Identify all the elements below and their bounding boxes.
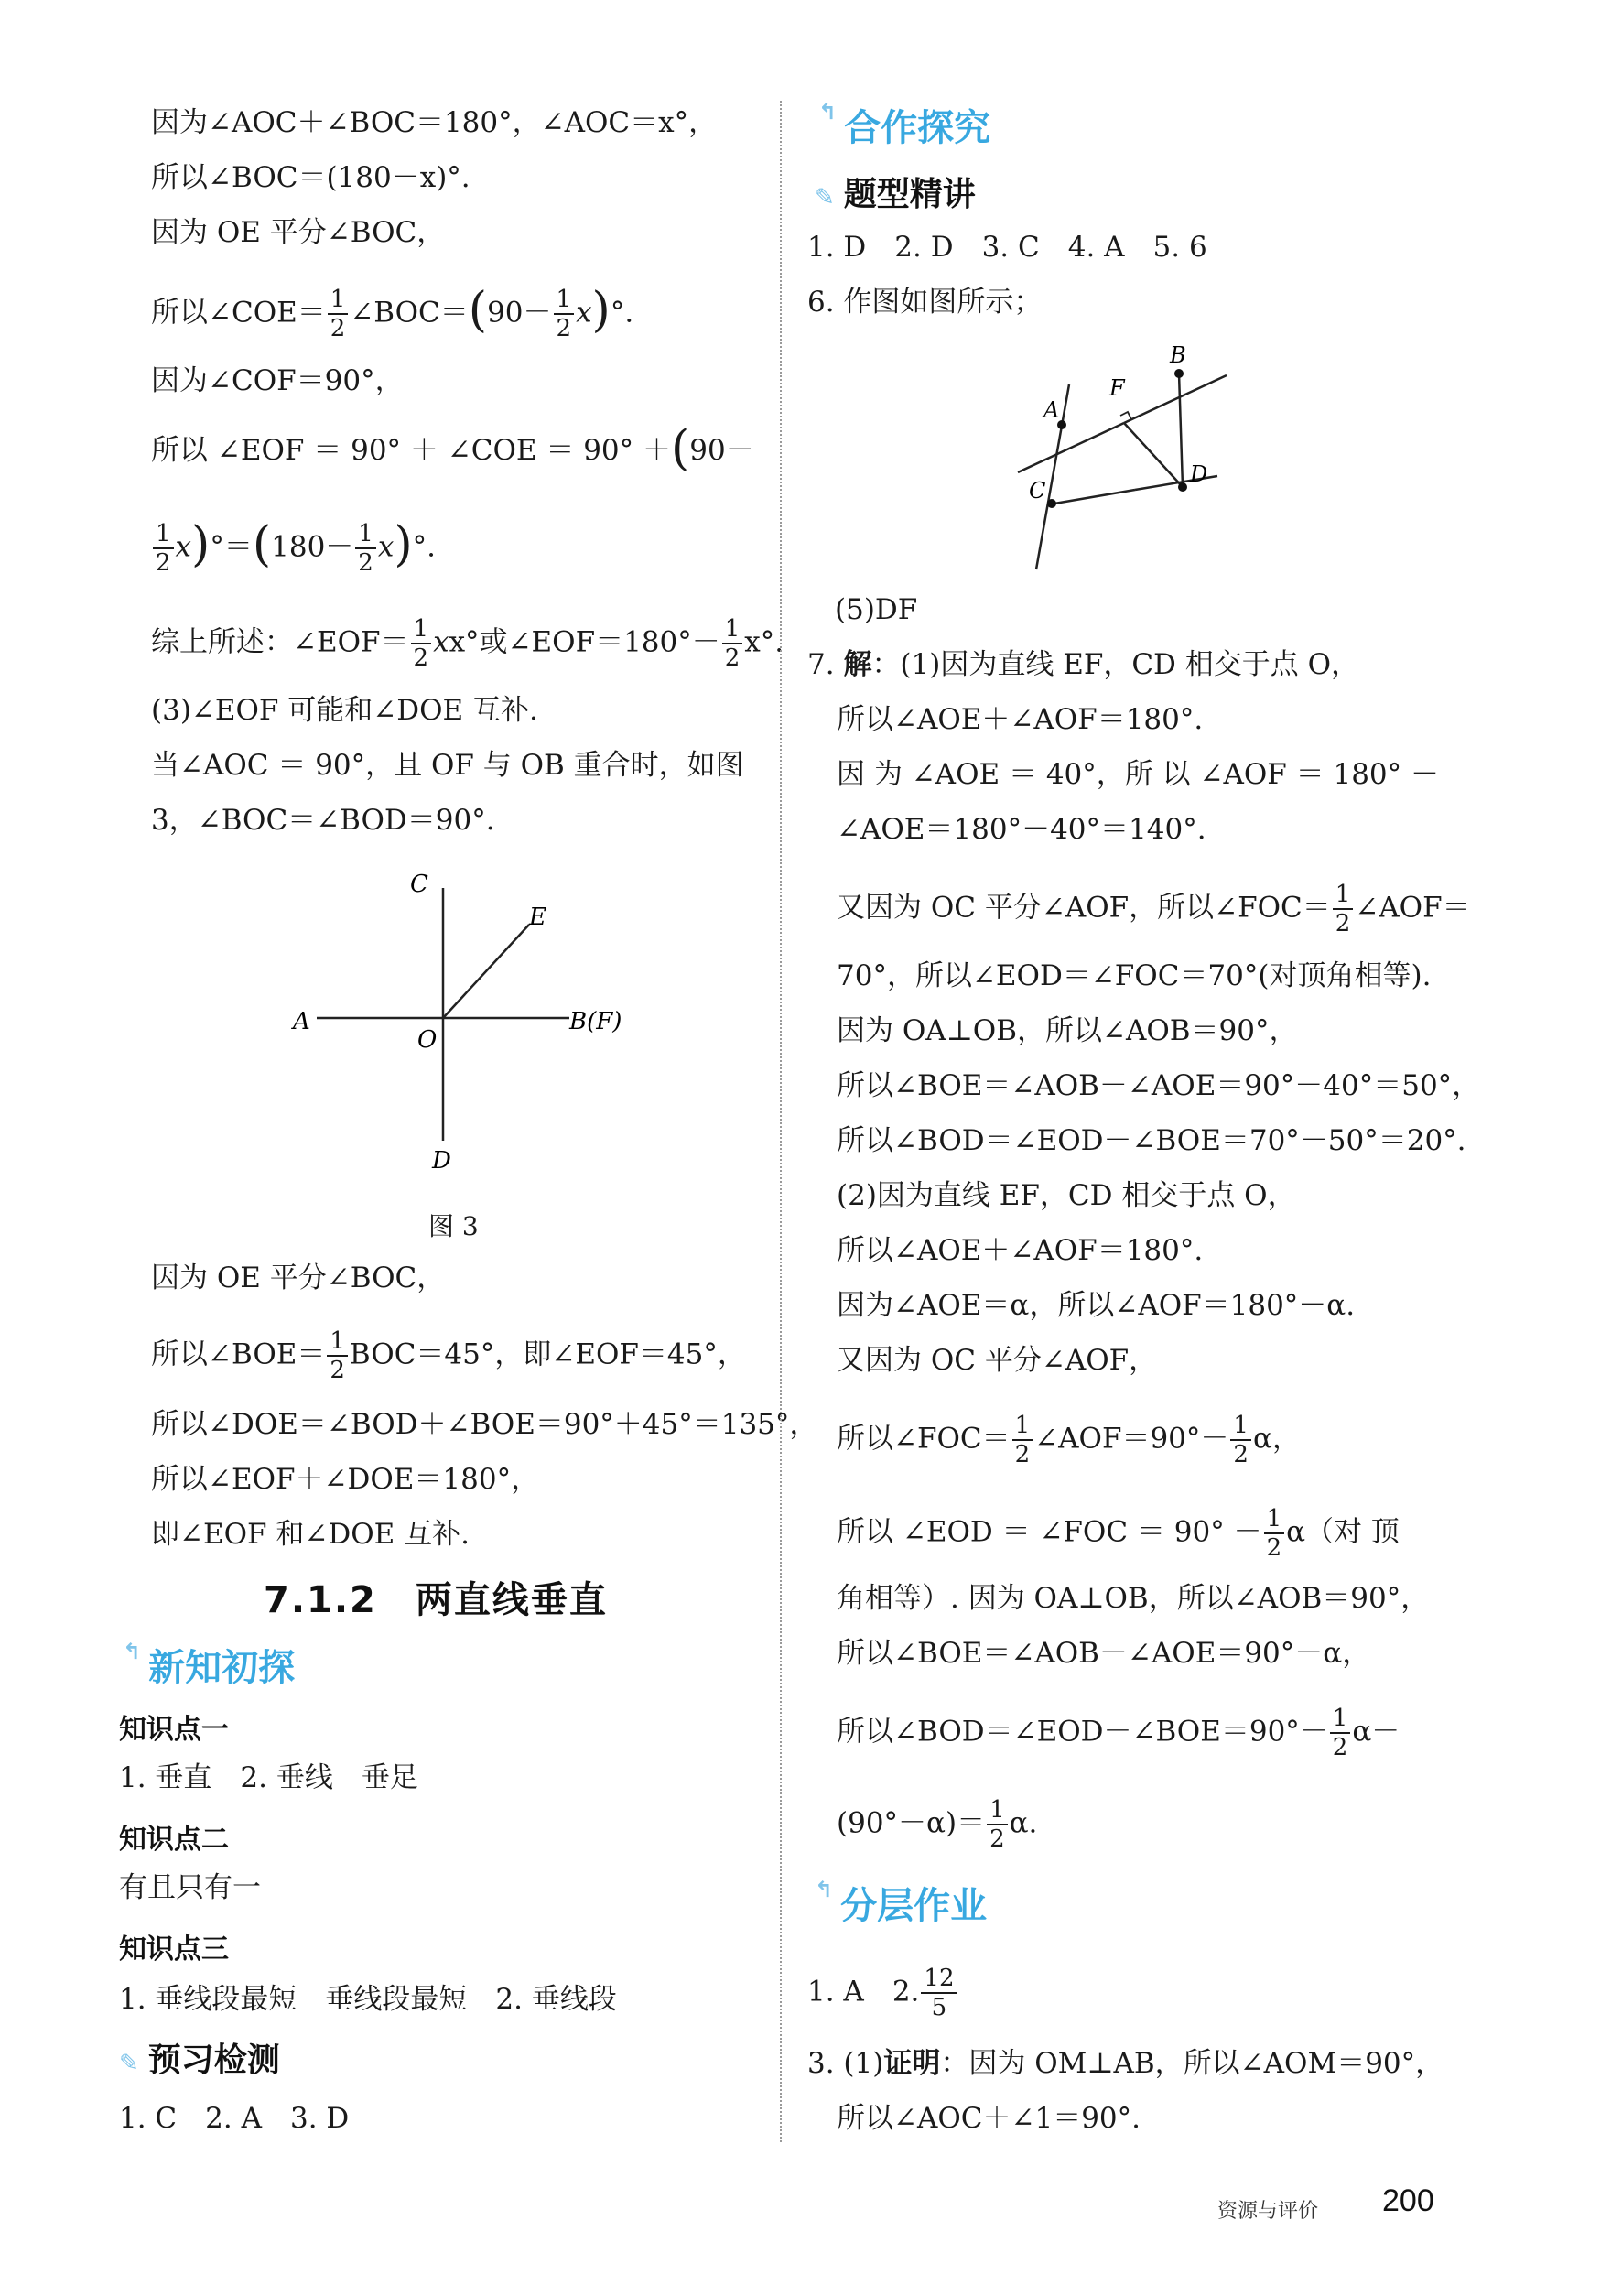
paren-close: ) [394,517,413,572]
denominator: 2 [330,315,346,342]
text: 所以∠BOD＝∠EOD－∠BOE＝90°－ [837,1715,1328,1749]
text-line: 又因为 OC 平分∠AOF， [837,1344,1158,1377]
heading-text: 新知初探 [148,1647,296,1689]
text-line: 因为 OE 平分∠BOC， [151,1262,446,1294]
text-line: 所以∠BOC＝(180－x)°. [151,161,470,194]
denominator: 2 [358,549,373,577]
footer-label: 资源与评价 [1217,2200,1319,2223]
text-line: 即∠EOF 和∠DOE 互补. [151,1518,470,1551]
paren-open: ( [252,517,272,572]
denominator: 2 [156,549,171,577]
fraction [1012,1412,1033,1468]
bracket-icon: ↰ [818,99,838,125]
text: ：因为 OM⊥AB，所以∠AOM＝90°， [940,2047,1444,2080]
ray-oe [443,925,529,1018]
equation-line [151,517,436,577]
numerator: 1 [722,615,743,644]
text: 所以∠BOE＝ [151,1338,326,1371]
text: α－ [1352,1715,1400,1749]
text: 90－ [689,434,754,467]
label-d: D [1190,461,1208,487]
label-a: A [1043,397,1060,423]
equation-line [151,615,784,672]
segment-cd [1054,490,1135,504]
equation-line [837,1796,1037,1853]
equation-line [837,1705,1400,1761]
text: x°或∠EOF＝180°－ [449,625,720,659]
numerator: 1 [328,286,349,315]
text: 所以∠COE＝ [151,296,326,330]
heading-text: 题型精讲 [843,176,976,213]
text-line: 角相等）. 因为 OA⊥OB，所以∠AOB＝90°， [837,1582,1430,1615]
fraction [921,1965,957,2021]
text: BOC＝45°，即∠EOF＝45°， [349,1338,746,1371]
variable: x [175,530,192,564]
text: x°. [744,625,784,659]
fraction [327,1327,348,1384]
paren-close: ) [191,517,211,572]
segment-bd [1179,374,1183,487]
section-heading-xinzhi [123,1639,295,1691]
numerator: 1 [327,1327,348,1357]
text-line: 6. 作图如图所示； [807,286,1043,319]
page-number: 200 [1382,2183,1434,2218]
text-line: 1. 垂直 2. 垂线 垂足 [119,1761,418,1794]
section-heading-hezuo [818,99,990,151]
text: °＝ [210,530,253,564]
text-line: 70°，所以∠EOD＝∠FOC＝70°(对顶角相等). [837,959,1432,992]
question-number: 7. [807,648,844,681]
text-line: 因 为 ∠AOE ＝ 40°，所 以 ∠AOF ＝ 180° － [837,758,1439,791]
knowledge-point-2: 知识点二 [119,1824,229,1856]
denominator: 5 [931,1994,947,2021]
fraction [411,615,432,672]
fraction [722,615,743,672]
pen-icon: ✎ [815,184,835,211]
figure-caption: 图 3 [428,1211,479,1241]
right-angle-mark [1120,412,1131,419]
numerator: 12 [921,1965,957,1994]
fraction [1333,881,1354,937]
numerator: 1 [1230,1412,1251,1441]
heading-text: 预习检测 [147,2041,280,2079]
text: ∠AOF＝90°－ [1034,1422,1229,1456]
numerator: 1 [411,615,432,644]
label-a: A [293,1008,310,1035]
text: ∠BOC＝ [350,296,469,330]
text-line: 所以∠EOF＋∠DOE＝180°， [151,1463,540,1496]
text: 所以 ∠EOD ＝ ∠FOC ＝ 90° － [837,1515,1262,1549]
label-b: B [1170,342,1186,368]
text-line: 所以∠AOC＋∠1＝90°. [837,2102,1141,2135]
denominator: 2 [413,644,429,672]
label-c: C [410,871,428,898]
equation-line [807,1965,959,2021]
text-line: 1. D 2. D 3. C 4. A 5. 6 [807,231,1207,264]
knowledge-point-3: 知识点三 [119,1933,229,1966]
paren-open: ( [468,283,488,338]
denominator: 2 [1233,1441,1249,1468]
text: 所以 ∠EOF ＝ 90° ＋ ∠COE ＝ 90° ＋ [151,434,671,467]
figure-3-diagram [275,861,659,1172]
text: 又因为 OC 平分∠AOF，所以∠FOC＝ [837,891,1331,925]
bracket-icon: ↰ [123,1639,142,1664]
equation-line [837,1505,1400,1562]
label-e: E [529,904,546,931]
denominator: 2 [1014,1441,1031,1468]
text: 180－ [271,530,354,564]
fraction [153,520,174,577]
text-line: 有且只有一 [119,1871,261,1904]
knowledge-point-1: 知识点一 [119,1714,229,1746]
fraction [554,286,575,342]
text-line: (5)DF [835,593,918,626]
numerator: 1 [153,520,174,549]
equation-line [837,1412,1301,1468]
fraction [328,286,349,342]
fraction [1264,1505,1285,1562]
point-b [1174,369,1184,378]
bracket-icon: ↰ [815,1877,834,1902]
text-line: 所以∠AOE＋∠AOF＝180°. [837,703,1204,736]
equation-line [151,283,634,342]
sub-heading-tixing [815,168,976,215]
paren-close: ) [591,283,611,338]
denominator: 2 [1266,1534,1282,1562]
text: 综上所述：∠EOF＝ [151,625,409,659]
paren-open: ( [671,420,690,476]
text: ∠AOF＝ [1355,891,1471,925]
text: ：(1)因为直线 EF，CD 相交于点 O， [871,648,1360,681]
proof-label: 证明 [883,2047,941,2080]
numerator: 1 [355,520,376,549]
equation-line [151,420,754,476]
text-line [807,2043,1444,2084]
text: α. [1009,1806,1038,1840]
equation-line [837,881,1471,937]
heading-text: 分层作业 [840,1885,988,1927]
text: (90°－α)＝ [837,1806,986,1840]
denominator: 2 [989,1825,1005,1853]
sub-heading-yuxi [119,2034,280,2081]
pen-icon: ✎ [119,2050,139,2077]
text-line: (2)因为直线 EF，CD 相交于点 O， [837,1179,1296,1212]
question-number: 3. (1) [807,2047,884,2080]
numerator: 1 [1264,1505,1285,1534]
denominator: 2 [1332,1734,1348,1761]
text-line: 1. C 2. A 3. D [119,2102,350,2135]
variable: x [377,530,395,564]
solution-label: 解 [843,648,872,681]
denominator: 2 [724,644,741,672]
text-line: ∠AOE＝180°－40°＝140°. [837,813,1206,846]
denominator: 2 [556,315,572,342]
text-line: 因为∠AOC＋∠BOC＝180°，∠AOC＝x°， [151,106,718,139]
text: α， [1252,1422,1301,1456]
label-f: F [1109,375,1125,401]
text-line: 因为 OA⊥OB，所以∠AOB＝90°， [837,1014,1298,1047]
variable: x [576,296,592,330]
heading-text: 合作探究 [844,107,991,149]
text-line: 因为 OE 平分∠BOC， [151,216,446,249]
denominator: 2 [1335,910,1351,937]
point-c [1047,499,1056,508]
text-line [807,644,1359,685]
text: 90－ [487,296,552,330]
text-line: 所以∠BOE＝∠AOB－∠AOE＝90°－40°＝50°， [837,1069,1481,1102]
construction-diagram [1007,330,1245,577]
text-line: 因为∠COF＝90°， [151,364,404,397]
denominator: 2 [330,1357,345,1384]
fraction [1230,1412,1251,1468]
line-ab-extension [1124,375,1227,423]
text-line: (3)∠EOF 可能和∠DOE 互补. [151,694,538,727]
fraction [355,520,376,577]
text-line: 当∠AOC ＝ 90°，且 OF 与 OB 重合时，如图 [151,749,744,782]
variable: x [433,625,449,659]
label-d: D [432,1147,451,1172]
section-heading-fenceng [815,1877,987,1929]
text-line: 所以∠DOE＝∠BOD＋∠BOE＝90°＋45°＝135°， [151,1408,818,1441]
text: 1. A 2. [807,1975,920,2009]
numerator: 1 [987,1796,1008,1825]
text: °. [412,530,436,564]
text: α（对 顶 [1286,1515,1400,1549]
segment-df [1124,423,1183,487]
column-divider [780,101,782,2142]
text-line: 所以∠BOE＝∠AOB－∠AOE＝90°－α， [837,1637,1371,1670]
numerator: 1 [1333,881,1354,910]
numerator: 1 [1330,1705,1351,1734]
text: °. [610,296,634,330]
text-line: 1. 垂线段最短 垂线段最短 2. 垂线段 [119,1983,617,2016]
label-c: C [1029,478,1046,504]
fraction [987,1796,1008,1853]
equation-line [151,1327,746,1384]
numerator: 1 [554,286,575,315]
section-title: 7.1.2 两直线垂直 [264,1579,608,1621]
label-b-f: B(F) [569,1008,622,1035]
label-o: O [417,1026,438,1054]
point-d [1178,482,1187,492]
text-line: 3，∠BOC＝∠BOD＝90°. [151,804,495,837]
text: 所以∠FOC＝ [837,1422,1011,1456]
numerator: 1 [1012,1412,1033,1441]
text-line: 因为∠AOE＝α，所以∠AOF＝180°－α. [837,1289,1356,1322]
text-line: 所以∠BOD＝∠EOD－∠BOE＝70°－50°＝20°. [837,1124,1466,1157]
line-ab [1018,423,1124,472]
fraction [1330,1705,1351,1761]
text-line: 所以∠AOE＋∠AOF＝180°. [837,1234,1204,1267]
